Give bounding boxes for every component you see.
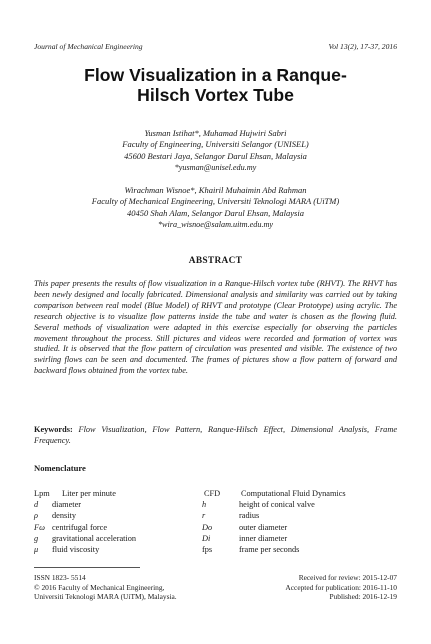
keywords-label: Keywords: bbox=[34, 425, 73, 434]
definition: diameter bbox=[52, 500, 82, 510]
keywords bbox=[34, 424, 397, 446]
definition: fluid viscosity bbox=[52, 544, 100, 554]
email-1: *yusman@unisel.edu.my bbox=[174, 163, 257, 173]
footer-right bbox=[285, 573, 397, 602]
abstract-heading: ABSTRACT bbox=[188, 256, 243, 266]
definition: Computational Fluid Dynamics bbox=[241, 489, 346, 498]
authors-2: Wirachman Wisnoe*, Khairil Muhaimin Abd Rahman bbox=[124, 185, 307, 195]
affiliation-2-line-1: Faculty of Mechanical Engineering, Universiti Teknologi MARA (UiTM) bbox=[91, 196, 340, 207]
symbol: fps bbox=[202, 544, 213, 554]
symbol: CFD bbox=[204, 489, 221, 498]
affiliation-1-line-1: Faculty of Engineering, Universiti Selangor (UNISEL) bbox=[122, 139, 309, 150]
title-line-1: Flow Visualization in a Ranque- bbox=[84, 65, 347, 85]
symbol: Lpm bbox=[34, 489, 50, 498]
footnote-divider bbox=[34, 567, 140, 568]
university: Universiti Teknologi MARA (UiTM), Malaysia. bbox=[34, 592, 177, 602]
definition: Liter per minute bbox=[62, 489, 116, 498]
definition: radius bbox=[239, 511, 260, 521]
nomenclature-row bbox=[34, 522, 397, 533]
nomenclature-row bbox=[34, 533, 397, 544]
affiliation-2-line-2: 40450 Shah Alam, Selangor Darul Ehsan, Malaysia bbox=[127, 207, 304, 218]
definition: frame per seconds bbox=[239, 544, 300, 554]
nomenclature-heading: Nomenclature bbox=[34, 463, 86, 473]
journal-name: Journal of Mechanical Engineering bbox=[34, 42, 143, 51]
symbol: d bbox=[34, 500, 39, 510]
paper-title bbox=[20, 66, 411, 105]
page-footer bbox=[34, 573, 397, 602]
running-header bbox=[34, 42, 397, 51]
symbol: Di bbox=[202, 533, 211, 543]
definition: centrifugal force bbox=[52, 522, 108, 532]
authors-1: Yusman Istihat*, Muhamad Hujwiri Sabri bbox=[144, 128, 287, 138]
accepted-date: Accepted for publication: 2016-11-10 bbox=[285, 582, 397, 592]
symbol: Do bbox=[202, 522, 213, 532]
issn: ISSN 1823- 5514 bbox=[34, 573, 86, 582]
symbol: h bbox=[202, 500, 207, 510]
published-date: Published: 2016-12-19 bbox=[329, 592, 397, 602]
nomenclature-row bbox=[34, 488, 397, 499]
symbol: μ bbox=[34, 544, 39, 554]
email-2: *wira_wisnoe@salam.uitm.edu.my bbox=[157, 220, 274, 230]
symbol: g bbox=[34, 533, 39, 543]
volume-info: Vol 13(2), 17-37, 2016 bbox=[328, 42, 397, 51]
nomenclature-row bbox=[34, 499, 397, 510]
copyright: © 2016 Faculty of Mechanical Engineering, bbox=[34, 582, 165, 592]
keywords-text: Flow Visualization, Flow Pattern, Ranque-Hilsch Effect, Dimensional Analysis, Frame Frequency. bbox=[34, 425, 397, 445]
affiliation-1-line-2: 45600 Bestari Jaya, Selangor Darul Ehsan, Malaysia bbox=[124, 150, 307, 161]
symbol: ρ bbox=[34, 511, 38, 521]
footer-left bbox=[34, 573, 177, 602]
received-date: Received for review: 2015-12-07 bbox=[298, 573, 397, 582]
title-line-2: Hilsch Vortex Tube bbox=[137, 84, 294, 105]
author-block-1 bbox=[20, 128, 411, 174]
definition: outer diameter bbox=[239, 522, 288, 532]
nomenclature-row bbox=[34, 544, 397, 555]
symbol: Fω bbox=[34, 522, 45, 532]
author-block-2 bbox=[20, 185, 411, 231]
abstract-text: This paper presents the results of flow visualization in a Ranque-Hilsch vortex tube (RHVT). The RHVT has been newly designed and locally fabricated. Dimensional analysis and similarity was carried out by taking comparison between real model (Blue Model) of RHVT and prototype (Clear Prototype) using acrylic. The research objective is to visualize flow patterns inside the tube and water is chosen as the flowing fluid. Several methods of visualization were adapted in this exercise especially for observing the particles movement throughout the process. Still pictures and videos were recorded and formation of vortex was studied. It is observed that the flow pattern of circulation was presented and visible. The existence of two swirling flows can be seen and documented. The frames of pictures show a flow pattern of forward and backward flows obtained from the vortex tube. bbox=[34, 279, 397, 376]
definition: inner diameter bbox=[239, 533, 288, 543]
definition: gravitational acceleration bbox=[52, 533, 137, 543]
nomenclature-row bbox=[34, 510, 397, 521]
definition: density bbox=[52, 511, 76, 521]
symbol: r bbox=[202, 511, 206, 521]
definition: height of conical valve bbox=[239, 500, 315, 510]
nomenclature-table bbox=[34, 488, 397, 555]
